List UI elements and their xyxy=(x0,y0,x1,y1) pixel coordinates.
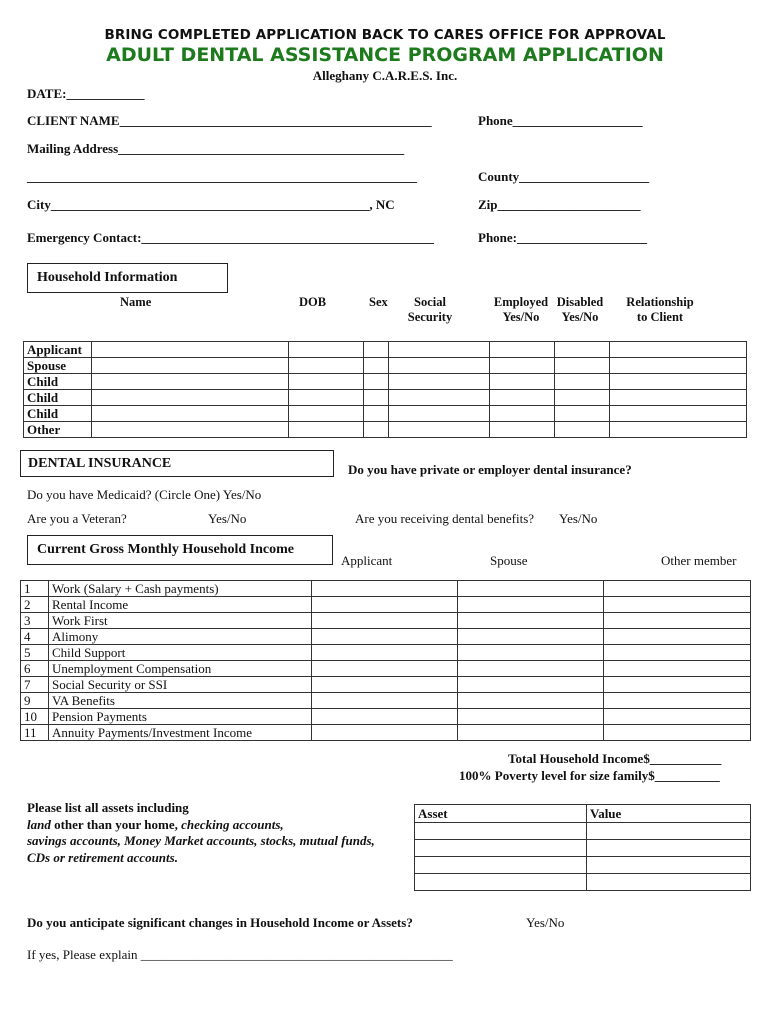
other-cell[interactable] xyxy=(604,613,751,629)
private-insurance-question: Do you have private or employer dental insurance? xyxy=(348,462,632,477)
sex-cell[interactable] xyxy=(364,358,389,374)
dob-cell[interactable] xyxy=(289,342,364,358)
emergency-phone-field[interactable]: Phone:____________________ xyxy=(478,230,647,245)
ssn-cell[interactable] xyxy=(389,358,490,374)
spouse-cell[interactable] xyxy=(458,613,604,629)
disabled-cell[interactable] xyxy=(555,374,610,390)
column-disabled: Disabled Yes/No xyxy=(556,295,604,324)
asset-row xyxy=(415,840,751,857)
income-row xyxy=(21,645,751,661)
assets-table xyxy=(414,804,751,891)
applicant-cell[interactable] xyxy=(312,725,458,741)
medicaid-question: Do you have Medicaid? (Circle One) Yes/No xyxy=(27,487,262,502)
explain-field[interactable]: If yes, Please explain ________________________________________________ xyxy=(27,947,453,962)
assets-line-1: Please list all assets including xyxy=(27,800,189,815)
applicant-cell[interactable] xyxy=(312,645,458,661)
spouse-cell[interactable] xyxy=(458,597,604,613)
other-cell[interactable] xyxy=(604,725,751,741)
total-household-income-field[interactable]: Total Household Income$___________ xyxy=(508,751,722,766)
other-cell[interactable] xyxy=(604,693,751,709)
dob-cell[interactable] xyxy=(289,422,364,438)
column-employed: Employed Yes/No xyxy=(493,295,549,324)
spouse-cell[interactable] xyxy=(458,709,604,725)
income-type: Pension Payments xyxy=(49,709,312,725)
disabled-cell[interactable] xyxy=(555,390,610,406)
emergency-contact-field[interactable]: Emergency Contact:_____________________________________________ xyxy=(27,230,434,245)
row-number: 11 xyxy=(21,725,49,741)
relationship-cell[interactable] xyxy=(610,422,747,438)
row-label: Applicant xyxy=(24,342,92,358)
income-type: Social Security or SSI xyxy=(49,677,312,693)
name-cell[interactable] xyxy=(92,406,289,422)
other-cell[interactable] xyxy=(604,709,751,725)
asset-row xyxy=(415,823,751,840)
assets-instructions xyxy=(27,800,375,866)
sex-cell[interactable] xyxy=(364,374,389,390)
household-row xyxy=(24,406,747,422)
spouse-cell[interactable] xyxy=(458,725,604,741)
asset-row xyxy=(415,874,751,891)
household-section-box xyxy=(27,263,228,293)
income-type: VA Benefits xyxy=(49,693,312,709)
income-table xyxy=(20,580,751,741)
ssn-cell[interactable] xyxy=(389,422,490,438)
other-cell[interactable] xyxy=(604,661,751,677)
household-row xyxy=(24,358,747,374)
ssn-cell[interactable] xyxy=(389,374,490,390)
income-type: Unemployment Compensation xyxy=(49,661,312,677)
county-field[interactable]: County____________________ xyxy=(478,169,650,184)
income-row xyxy=(21,725,751,741)
income-section-title: Current Gross Monthly Household Income xyxy=(37,542,294,557)
dob-cell[interactable] xyxy=(289,390,364,406)
disabled-cell[interactable] xyxy=(555,342,610,358)
sex-cell[interactable] xyxy=(364,406,389,422)
asset-cell[interactable] xyxy=(415,840,587,857)
disabled-cell[interactable] xyxy=(555,406,610,422)
income-type: Alimony xyxy=(49,629,312,645)
changes-answer[interactable]: Yes/No xyxy=(526,915,565,930)
other-cell[interactable] xyxy=(604,629,751,645)
household-row xyxy=(24,374,747,390)
ssn-cell[interactable] xyxy=(389,390,490,406)
dob-cell[interactable] xyxy=(289,358,364,374)
dob-cell[interactable] xyxy=(289,406,364,422)
organization-name: Alleghany C.A.R.E.S. Inc. xyxy=(312,68,458,83)
applicant-cell[interactable] xyxy=(312,661,458,677)
applicant-cell[interactable] xyxy=(312,581,458,597)
spouse-cell[interactable] xyxy=(458,645,604,661)
changes-question: Do you anticipate significant changes in Household Income or Assets? xyxy=(27,915,413,930)
mailing-address-field[interactable]: Mailing Address____________________________________________ xyxy=(27,141,405,156)
employed-cell[interactable] xyxy=(490,374,555,390)
income-row xyxy=(21,693,751,709)
name-cell[interactable] xyxy=(92,390,289,406)
asset-row xyxy=(415,857,751,874)
dental-insurance-box xyxy=(20,450,334,477)
row-label: Spouse xyxy=(24,358,92,374)
sex-cell[interactable] xyxy=(364,342,389,358)
income-row xyxy=(21,581,751,597)
income-section-box xyxy=(27,535,333,565)
relationship-cell[interactable] xyxy=(610,358,747,374)
date-field[interactable]: DATE:____________ xyxy=(27,86,145,101)
row-number: 6 xyxy=(21,661,49,677)
household-table xyxy=(23,341,747,438)
employed-cell[interactable] xyxy=(490,358,555,374)
column-sex: Sex xyxy=(369,295,388,309)
income-type: Annuity Payments/Investment Income xyxy=(49,725,312,741)
assets-line-2: land other than your home, checking accounts, xyxy=(27,816,284,832)
employed-cell[interactable] xyxy=(490,390,555,406)
value-cell[interactable] xyxy=(587,823,751,840)
disabled-cell[interactable] xyxy=(555,358,610,374)
employed-cell[interactable] xyxy=(490,406,555,422)
city-field[interactable]: City_________________________________________________, NC xyxy=(27,197,395,212)
household-section-title: Household Information xyxy=(37,270,178,285)
disabled-cell[interactable] xyxy=(555,422,610,438)
value-cell[interactable] xyxy=(587,874,751,891)
dental-insurance-title: DENTAL INSURANCE xyxy=(28,456,172,471)
ssn-cell[interactable] xyxy=(389,406,490,422)
row-number: 5 xyxy=(21,645,49,661)
zip-field[interactable]: Zip______________________ xyxy=(478,197,641,212)
dob-cell[interactable] xyxy=(289,374,364,390)
value-cell[interactable] xyxy=(587,857,751,874)
phone-field[interactable]: Phone____________________ xyxy=(478,113,643,128)
instruction-heading: BRING COMPLETED APPLICATION BACK TO CARES OFFICE FOR APPROVAL xyxy=(104,27,666,43)
page-title: ADULT DENTAL ASSISTANCE PROGRAM APPLICATION xyxy=(106,44,664,66)
employed-cell[interactable] xyxy=(490,342,555,358)
row-number: 3 xyxy=(21,613,49,629)
income-type: Work (Salary + Cash payments) xyxy=(49,581,312,597)
ssn-cell[interactable] xyxy=(389,342,490,358)
row-number: 7 xyxy=(21,677,49,693)
dental-benefits-answer[interactable]: Yes/No xyxy=(559,511,598,526)
veteran-question: Are you a Veteran? xyxy=(27,511,127,526)
dental-benefits-question: Are you receiving dental benefits? xyxy=(355,511,535,526)
applicant-cell[interactable] xyxy=(312,597,458,613)
household-row xyxy=(24,422,747,438)
applicant-cell[interactable] xyxy=(312,709,458,725)
asset-column-header: Asset xyxy=(415,805,587,823)
relationship-cell[interactable] xyxy=(610,406,747,422)
applicant-cell[interactable] xyxy=(312,693,458,709)
row-number: 2 xyxy=(21,597,49,613)
applicant-cell[interactable] xyxy=(312,629,458,645)
employed-cell[interactable] xyxy=(490,422,555,438)
income-type: Child Support xyxy=(49,645,312,661)
client-name-field[interactable]: CLIENT NAME________________________________________________ xyxy=(27,113,432,128)
column-relationship: Relationship to Client xyxy=(626,295,694,324)
income-row xyxy=(21,629,751,645)
row-number: 9 xyxy=(21,693,49,709)
name-cell[interactable] xyxy=(92,374,289,390)
other-cell[interactable] xyxy=(604,645,751,661)
sex-cell[interactable] xyxy=(364,422,389,438)
income-col-applicant: Applicant xyxy=(341,553,393,568)
asset-cell[interactable] xyxy=(415,874,587,891)
row-number: 1 xyxy=(21,581,49,597)
other-cell[interactable] xyxy=(604,597,751,613)
spouse-cell[interactable] xyxy=(458,581,604,597)
income-row xyxy=(21,661,751,677)
address-line-2-field[interactable]: ____________________________________________________________ xyxy=(27,169,417,184)
income-row xyxy=(21,709,751,725)
name-cell[interactable] xyxy=(92,358,289,374)
income-row xyxy=(21,613,751,629)
spouse-cell[interactable] xyxy=(458,677,604,693)
value-cell[interactable] xyxy=(587,840,751,857)
income-col-other-member: Other member xyxy=(661,553,737,568)
assets-line-4: CDs or retirement accounts. xyxy=(27,849,178,865)
name-cell[interactable] xyxy=(92,342,289,358)
other-cell[interactable] xyxy=(604,581,751,597)
relationship-cell[interactable] xyxy=(610,390,747,406)
relationship-cell[interactable] xyxy=(610,342,747,358)
applicant-cell[interactable] xyxy=(312,677,458,693)
poverty-level-field[interactable]: 100% Poverty level for size family$__________ xyxy=(459,768,720,783)
value-column-header: Value xyxy=(587,805,751,823)
row-label: Child xyxy=(24,374,92,390)
other-cell[interactable] xyxy=(604,677,751,693)
spouse-cell[interactable] xyxy=(458,629,604,645)
name-cell[interactable] xyxy=(92,422,289,438)
row-label: Child xyxy=(24,406,92,422)
row-label: Child xyxy=(24,390,92,406)
sex-cell[interactable] xyxy=(364,390,389,406)
assets-line-3: savings accounts, Money Market accounts, stocks, mutual funds, xyxy=(27,833,375,848)
income-row xyxy=(21,597,751,613)
income-col-spouse: Spouse xyxy=(490,553,528,568)
row-number: 4 xyxy=(21,629,49,645)
column-dob: DOB xyxy=(299,295,327,309)
column-name: Name xyxy=(120,295,152,309)
relationship-cell[interactable] xyxy=(610,374,747,390)
income-type: Work First xyxy=(49,613,312,629)
spouse-cell[interactable] xyxy=(458,693,604,709)
income-type: Rental Income xyxy=(49,597,312,613)
household-row xyxy=(24,342,747,358)
row-number: 10 xyxy=(21,709,49,725)
column-social-security: Social Security xyxy=(407,295,453,324)
spouse-cell[interactable] xyxy=(458,661,604,677)
asset-cell[interactable] xyxy=(415,857,587,874)
veteran-answer[interactable]: Yes/No xyxy=(208,511,247,526)
household-row xyxy=(24,390,747,406)
row-label: Other xyxy=(24,422,92,438)
income-row xyxy=(21,677,751,693)
applicant-cell[interactable] xyxy=(312,613,458,629)
asset-cell[interactable] xyxy=(415,823,587,840)
